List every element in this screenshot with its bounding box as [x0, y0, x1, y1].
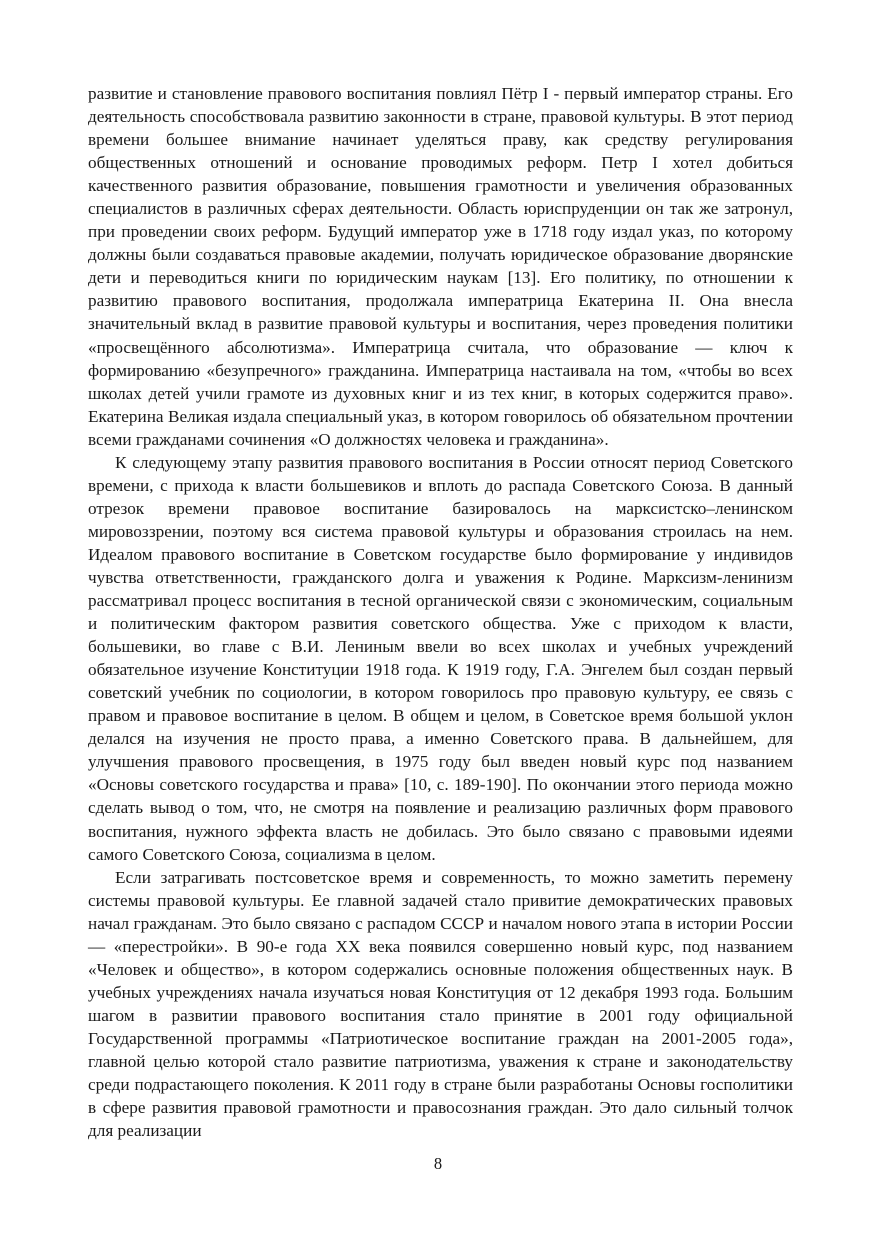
page-number: 8 [433, 1154, 443, 1173]
paragraph-peter-catherine: развитие и становление правового воспитания повлиял Пётр I - первый император страны. Его деятельность способствовала развитию законности в стране, правовой культуры. В этот период времени большее внимание начинает уделяться праву, как средству регулирования общественных отношений и основание проводимых реформ. Петр I хотел добиться качественного развития образование, повышения грамотности и увеличения образованных специалистов в различных сферах деятельности. Область юриспруденции он так же затронул, при проведении своих реформ. Будущий император уже в 1718 году издал указ, по которому должны были создаваться правовые академии, получать юридическое образование дворянские дети и переводиться книги по юридическим наукам [13]. Его политику, по отношении к развитию правового воспитания, продолжала императрица Екатерина II. Она внесла значительный вклад в развитие правовой культуры и воспитания, через проведения политики «просвещённого абсолютизма». Императрица считала, что образование — ключ к формированию «безупречного» гражданина. Императрица настаивала на том, «чтобы во всех школах детей учили грамоте из духовных книг и из тех книг, в которых содержится право». Екатерина Великая издала специальный указ, в котором говорилось об обязательном прочтении всеми гражданами сочинения «О должностях человека и гражданина». [88, 84, 793, 449]
document-body [88, 82, 793, 1142]
paragraph-post-soviet-period: Если затрагивать постсоветское время и современность, то можно заметить перемену системы правовой культуры. Ее главной задачей стало привитие демократических правовых начал гражданам. Это было связано с распадом СССР и началом нового этапа в истории России — «перестройки». В 90-е года XX века появился совершенно новый курс, под названием «Человек и общество», в котором содержались основные положения общественных наук. В учебных учреждениях начала изучаться новая Конституция от 12 декабря 1993 года. Большим шагом в развитии правового воспитания стало принятие в 2001 году официальной Государственной программы «Патриотическое воспитание граждан на 2001-2005 года», главной целью которой стало развитие патриотизма, уважения к стране и законодательству среди подрастающего поколения. К 2011 году в стране были разработаны Основы госполитики в сфере развития правовой грамотности и правосознания граждан. Это дало сильный толчок для реализации [88, 867, 793, 1141]
paragraph-soviet-period: К следующему этапу развития правового воспитания в России относят период Советского времени, с прихода к власти большевиков и вплоть до распада Советского Союза. В данный отрезок времени правовое воспитание базировалось на марксистско–ленинском мировоззрении, поэтому вся система правовой культуры и образования строилась на нем. Идеалом правового воспитание в Советском государстве было формирование у индивидов чувства ответственности, гражданского долга и уважения к Родине. Марксизм-ленинизм рассматривал процесс воспитания в тесной органической связи с экономическим, социальным и политическим фактором развития советского общества. Уже с приходом к власти, большевики, во главе с В.И. Лениным ввели во всех школах и учебных учреждений обязательное изучение Конституции 1918 года. К 1919 году, Г.А. Энгелем был создан первый советский учебник по социологии, в котором говорилось про правовую культуру, ее связь с правом и правовое воспитание в целом. В общем и целом, в Советское время большой уклон делался на изучения не просто права, а именно Советского права. В дальнейшем, для улучшения правового просвещения, в 1975 году был введен новый курс под названием «Основы советского государства и права» [10, с. 189-190]. По окончании этого периода можно сделать вывод о том, что, не смотря на появление и реализацию различных форм правового воспитания, нужного эффекта власть не добилась. Это было связано с правовыми идеями самого Советского Союза, социализма в целом. [88, 452, 793, 864]
